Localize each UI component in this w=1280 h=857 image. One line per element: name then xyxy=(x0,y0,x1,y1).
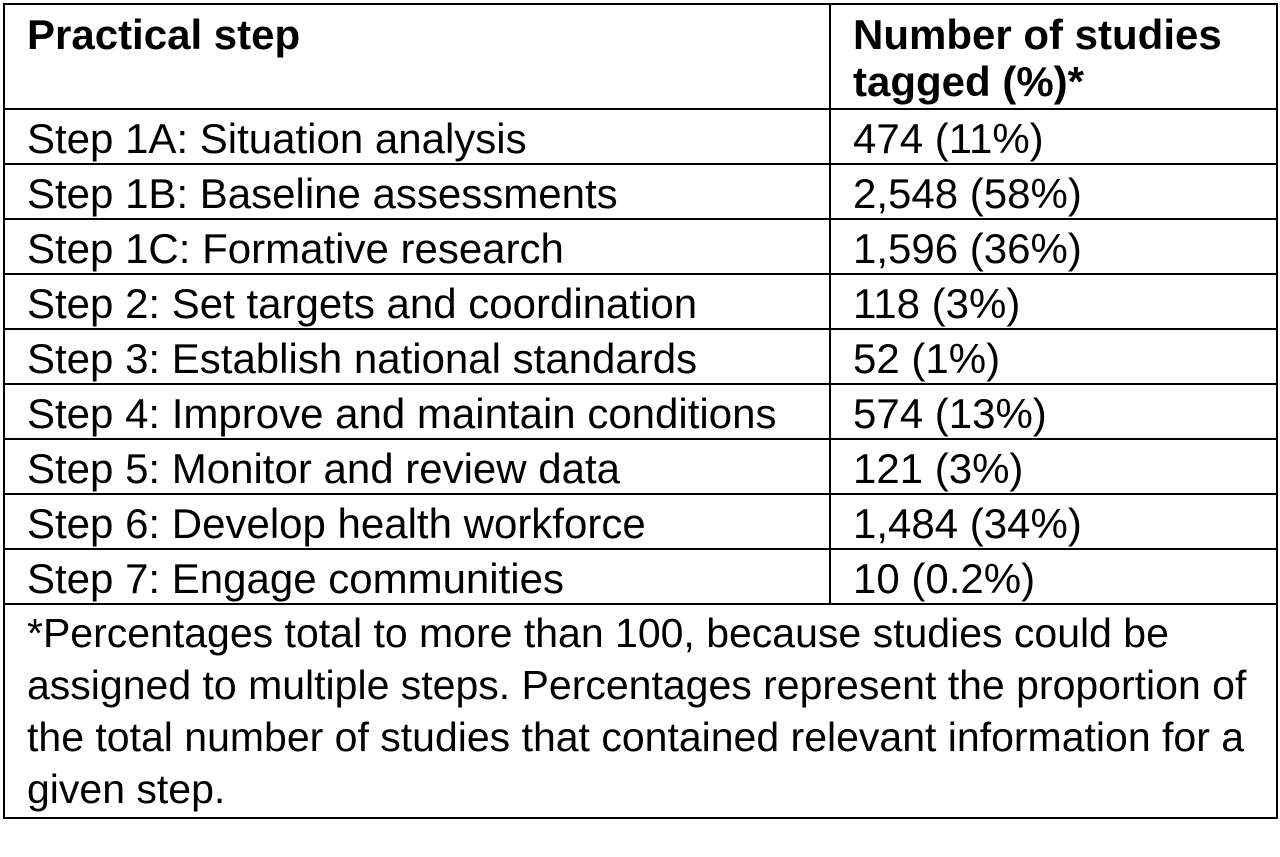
table-row xyxy=(4,219,1277,274)
count-cell: 474 (11%) xyxy=(830,109,1277,164)
table-row xyxy=(4,109,1277,164)
step-cell: Step 5: Monitor and review data xyxy=(4,439,830,494)
count-cell: 121 (3%) xyxy=(830,439,1277,494)
count-cell: 1,596 (36%) xyxy=(830,219,1277,274)
table-row xyxy=(4,384,1277,439)
count-cell: 10 (0.2%) xyxy=(830,549,1277,604)
step-cell: Step 3: Establish national standards xyxy=(4,329,830,384)
step-cell: Step 2: Set targets and coordination xyxy=(4,274,830,329)
table-row xyxy=(4,494,1277,549)
step-cell: Step 7: Engage communities xyxy=(4,549,830,604)
table-row xyxy=(4,439,1277,494)
table-row xyxy=(4,329,1277,384)
footnote: *Percentages total to more than 100, because studies could be assigned to multiple steps. Percentages represent the proportion of the total number of studies that contained relevant information for a given step. xyxy=(4,604,1277,818)
steps-table xyxy=(3,3,1278,819)
count-cell: 52 (1%) xyxy=(830,329,1277,384)
step-cell: Step 1A: Situation analysis xyxy=(4,109,830,164)
table-row xyxy=(4,549,1277,604)
header-practical-step: Practical step xyxy=(4,4,830,109)
step-cell: Step 4: Improve and maintain conditions xyxy=(4,384,830,439)
header-number-of-studies: Number of studies tagged (%)* xyxy=(830,4,1277,109)
count-cell: 1,484 (34%) xyxy=(830,494,1277,549)
header-row xyxy=(4,4,1277,109)
step-cell: Step 1C: Formative research xyxy=(4,219,830,274)
step-cell: Step 6: Develop health workforce xyxy=(4,494,830,549)
footnote-row xyxy=(4,604,1277,818)
count-cell: 118 (3%) xyxy=(830,274,1277,329)
count-cell: 574 (13%) xyxy=(830,384,1277,439)
table-row xyxy=(4,274,1277,329)
count-cell: 2,548 (58%) xyxy=(830,164,1277,219)
table-row xyxy=(4,164,1277,219)
step-cell: Step 1B: Baseline assessments xyxy=(4,164,830,219)
